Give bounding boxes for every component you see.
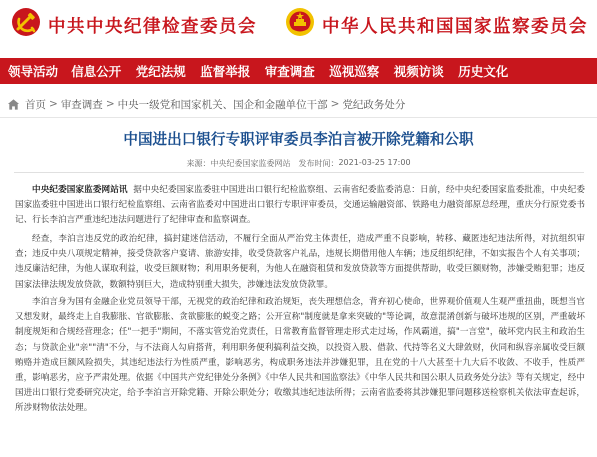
article-paragraph: 李泊言身为国有金融企业党员领导干部，无视党的政治纪律和政治规矩，丧失理想信念，背弃初心使命，世界观价值观人生观严重扭曲，既想当官又想发财，最终走上自我膨胀、官欲膨胀、贪欲膨胀的蜕变之路；公开宣称"制度就是拿来突破的"等论调，故意混淆创新与破坏违规的区别，严重破坏制度规矩和合规经营理念；任"一把手"期间，不落实管党治党责任，日常教育监督管理走形式走过场，作风霸道，搞"一言堂"，破坏党内民主和政治生态；与贷款企业"亲""清"不分，与不法商人勾肩搭背，利用职务便利搞利益交换，以投资入股、借款、代持等名义大肆敛财，伙同和纵容亲属收受巨额贿赂并造成巨额风险损失，其违纪违法行为性质严重，影响恶劣，构成职务违法并涉嫌犯罪，且在党的十八大甚至十九大后不收敛、不收手，性质严重，影响恶劣，应予严肃处理。依据《中国共产党纪律处分条例》《中华人民共和国监察法》《中华人民共和国公职人员政务处分法》等有关规定，经中国进出口银行党委研究决定，给予李泊言开除党籍、开除公职处分；收缴其违纪违法所得；云南省监委将其涉嫌犯罪问题移送检察机关依法审查起诉，所涉财物依法处理。 — [15, 297, 585, 414]
nav-history-culture[interactable]: 历史文化 — [458, 64, 509, 79]
source-label: 来源： — [186, 159, 211, 168]
breadcrumb-investigation[interactable]: 审查调查 — [60, 98, 103, 111]
breadcrumb-central-officials[interactable]: 中央一级党和国家机关、国企和金融单位干部 — [117, 98, 328, 111]
article-paragraph — [15, 183, 585, 229]
breadcrumb-separator: > — [105, 98, 115, 110]
source-value: 中央纪委国家监委网站 — [210, 159, 291, 168]
breadcrumb-disciplinary-sanctions[interactable]: 党纪政务处分 — [342, 98, 406, 111]
nav-video-interviews[interactable]: 视频访谈 — [393, 64, 444, 79]
supervision-commission-title[interactable]: 中华人民共和国国家监察委员会 — [322, 17, 588, 37]
party-emblem-icon[interactable] — [11, 7, 41, 37]
breadcrumb — [7, 97, 405, 111]
cpc-commission-title[interactable]: 中共中央纪律检查委员会 — [48, 17, 257, 37]
nav-party-regulations[interactable]: 党纪法规 — [135, 64, 186, 79]
main-nav — [0, 58, 597, 84]
nav-inspection[interactable]: 巡视巡察 — [329, 64, 380, 79]
nav-investigation[interactable]: 审查调查 — [264, 64, 315, 79]
nav-leadership[interactable]: 领导活动 — [7, 64, 58, 79]
time-value: 2021-03-25 17:00 — [338, 158, 411, 167]
nav-info-disclosure[interactable]: 信息公开 — [71, 64, 122, 79]
article-meta — [0, 158, 597, 169]
article-paragraph: 经查，李泊言违反党的政治纪律，搞封建迷信活动，不履行全面从严治党主体责任，造成严重不良影响，转移、藏匿违纪违法所得，对抗组织审查；违反中央八项规定精神，接受贷款客户宴请、旅游安排，收受贷款客户礼品，违规长期借用他人车辆；违反组织纪律，不如实报告个人有关事项；违反廉洁纪律，为他人谋取利益，收受巨额财物；利用职务便利，为他人在融资租赁和发放贷款等方面提供帮助，收受巨额财物，涉嫌受贿犯罪；违反国家法律法规发放贷款，数额特别巨大，造成特别重大损失，涉嫌违法发放贷款罪。 — [15, 234, 585, 290]
home-icon — [7, 98, 20, 111]
time-label: 发布时间： — [298, 159, 339, 168]
national-emblem-icon[interactable] — [285, 7, 315, 37]
breadcrumb-separator: > — [49, 98, 58, 110]
article-lead: 中央纪委国家监委网站讯 — [32, 185, 128, 195]
breadcrumb-divider — [0, 117, 597, 118]
breadcrumb-separator: > — [330, 98, 340, 110]
nav-report[interactable]: 监督举报 — [200, 64, 251, 79]
paragraph-text: 据中央纪委国家监委驻中国进出口银行纪检监察组、云南省纪委监委消息：日前，经中央纪委国家监委批准，中央纪委国家监委驻中国进出口银行纪检监察组、云南省监委对中国进出口银行专职评审委员，交通运输融资部、铁路电力融资部原总经理，重庆分行原党委书记、行长李泊言严重违纪违法问题进行了纪律审查和监察调查。 — [15, 185, 585, 226]
meta-divider — [14, 172, 584, 173]
site-header — [0, 0, 597, 58]
article-title: 中国进出口银行专职评审委员李泊言被开除党籍和公职 — [123, 131, 474, 148]
breadcrumb-home[interactable]: 首页 — [25, 98, 46, 111]
